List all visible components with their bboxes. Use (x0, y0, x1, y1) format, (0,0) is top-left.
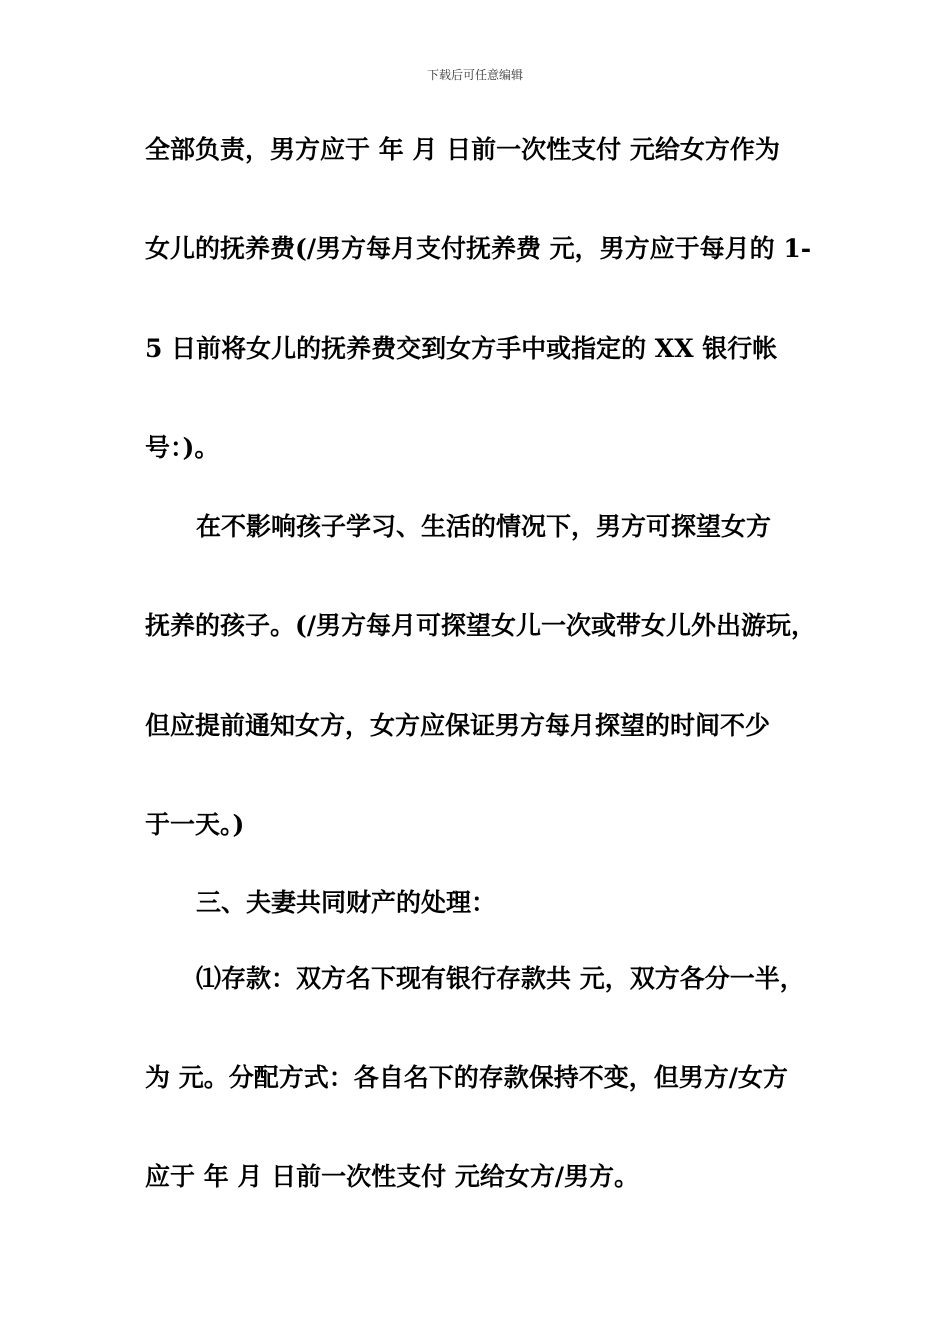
section-heading: 三、夫妻共同财产的处理： (196, 888, 497, 917)
paragraph-line: 应于 年 月 日前一次性支付 元给女方/男方。 (145, 1162, 639, 1191)
paragraph-line: 抚养的孩子。(/男方每月可探望女儿一次或带女儿外出游玩， (145, 611, 816, 640)
page-header-note: 下载后可任意编辑 (426, 68, 523, 82)
paragraph-line: 号：)。 (145, 433, 220, 462)
paragraph-line: 但应提前通知女方，女方应保证男方每月探望的时间不少 (145, 711, 771, 740)
paragraph-line: 为 元。分配方式：各自名下的存款保持不变，但男方/女方 (145, 1063, 788, 1092)
paragraph-line: 全部负责，男方应于 年 月 日前一次性支付 元给女方作为 (145, 135, 780, 164)
paragraph-line: 女儿的抚养费(/男方每月支付抚养费 元，男方应于每月的 1- (145, 234, 812, 263)
paragraph-line: 在不影响孩子学习、生活的情况下，男方可探望女方 (196, 512, 772, 541)
paragraph-line: 5 日前将女儿的抚养费交到女方手中或指定的 XX 银行帐 (145, 334, 778, 363)
paragraph-line: 于一天。) (145, 810, 245, 839)
paragraph-line: ⑴存款：双方名下现有银行存款共 元，双方各分一半， (196, 964, 805, 993)
